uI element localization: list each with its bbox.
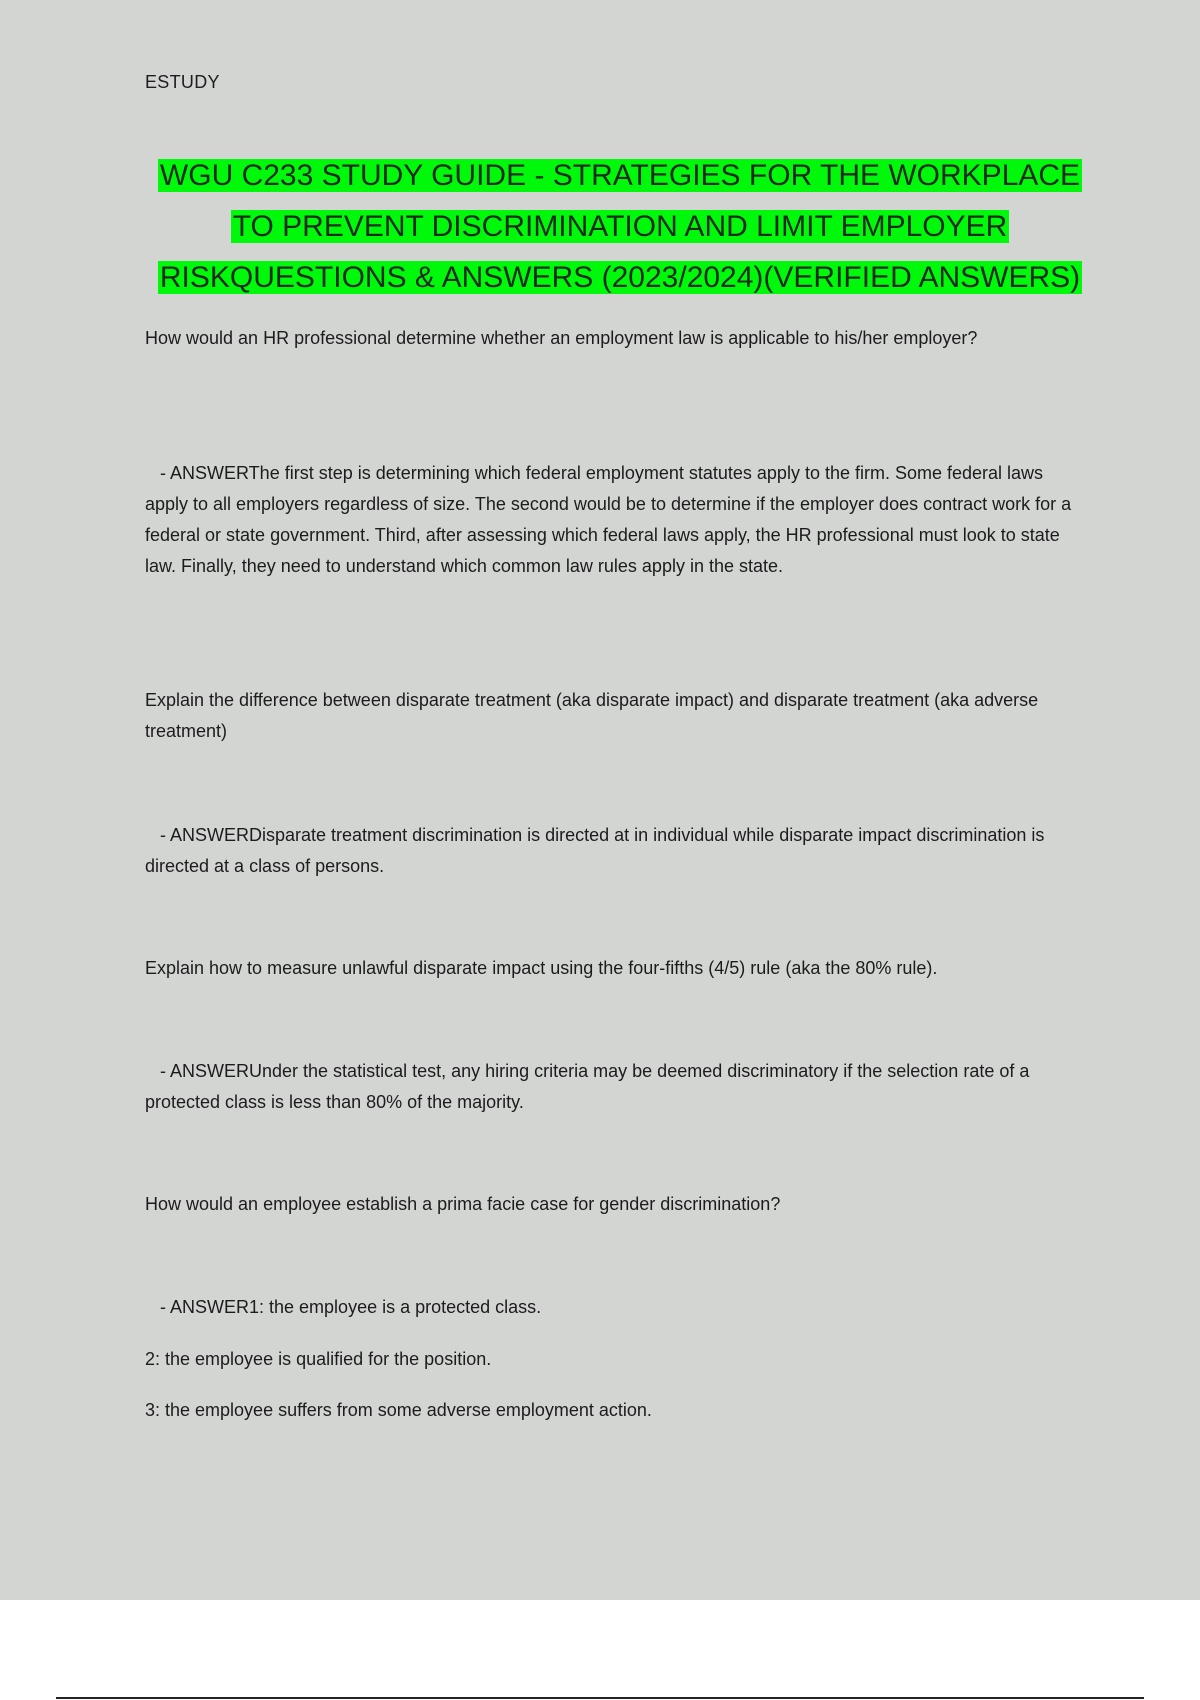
question-3: Explain how to measure unlawful disparate impact using the four-fifths (4/5) rule (aka the 80% rule).	[145, 958, 938, 978]
title-line-1: WGU C233 STUDY GUIDE - STRATEGIES FOR THE WORKPLACE	[159, 159, 1081, 192]
answer-4-line-2: 2: the employee is qualified for the position.	[145, 1349, 492, 1369]
answer-1: - ANSWERThe first step is determining which federal employment statutes apply to the firm. Some federal laws apply to all employers regardless of size. The second would be to determine if the employer does contract work for a federal or state government. Third, after assessing which federal laws apply, the HR professional must look to state law. Finally, they need to understand which common law rules apply in the state.	[145, 463, 1072, 576]
question-2: Explain the difference between disparate treatment (aka disparate impact) and disparate treatment (aka adverse treatment)	[145, 690, 1039, 741]
question-1: How would an HR professional determine whether an employment law is applicable to his/her employer?	[145, 328, 978, 348]
answer-2: - ANSWERDisparate treatment discrimination is directed at in individual while disparate impact discrimination is directed at a class of persons.	[145, 825, 1045, 876]
answer-4-line-3: 3: the employee suffers from some adverse employment action.	[145, 1400, 652, 1420]
title-line-2: TO PREVENT DISCRIMINATION AND LIMIT EMPLOYER	[232, 210, 1008, 243]
document-title	[140, 150, 1100, 303]
footer-divider	[56, 1697, 1144, 1699]
title-line-3: RISKQUESTIONS & ANSWERS (2023/2024)(VERIFIED ANSWERS)	[159, 261, 1081, 294]
question-4: How would an employee establish a prima facie case for gender discrimination?	[145, 1194, 781, 1214]
header-label: ESTUDY	[145, 72, 220, 92]
answer-4: - ANSWER1: the employee is a protected class.	[160, 1297, 542, 1317]
answer-3: - ANSWERUnder the statistical test, any hiring criteria may be deemed discriminatory if the selection rate of a protected class is less than 80% of the majority.	[145, 1061, 1030, 1112]
